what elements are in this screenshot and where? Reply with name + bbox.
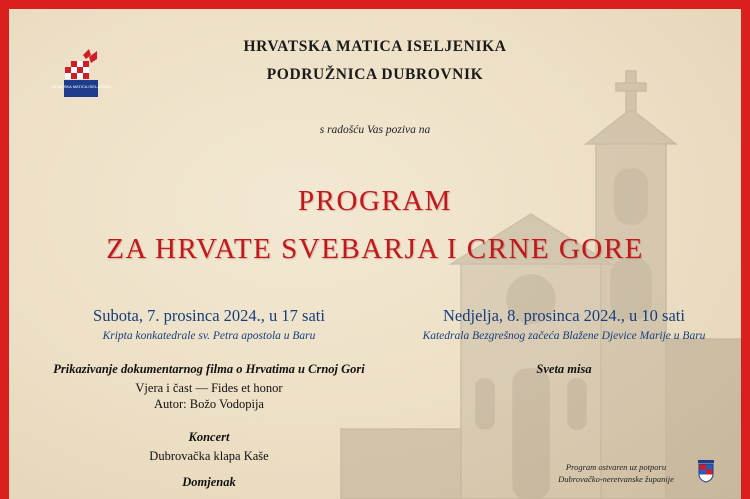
logo-text: HRVATSKA MATICA ISELJENIKA — [50, 84, 112, 89]
program-subtitle: ZA HRVATE SVEBARJA I CRNE GORE — [106, 233, 644, 265]
org-branch: PODRUŽNICA DUBROVNIK — [266, 66, 484, 83]
day1-concert-title: Koncert — [188, 430, 230, 444]
day1-film-name: Vjera i čast — Fides et honor — [135, 381, 283, 395]
day1-film-title: Prikazivanje dokumentarnog filma o Hrvatima u Crnoj Gori — [53, 362, 365, 376]
org-name: HRVATSKA MATICA ISELJENIKA — [243, 38, 507, 55]
day2-date: Nedjelja, 8. prosinca 2024., u 10 sati — [443, 306, 685, 325]
support-note — [526, 461, 706, 485]
day1-date: Subota, 7. prosinca 2024., u 17 sati — [93, 306, 325, 325]
coat-of-arms-icon — [698, 460, 714, 482]
day1-venue: Kripta konkatedrale sv. Petra apostola u Baru — [102, 330, 316, 342]
day2-mass: Sveta misa — [536, 362, 592, 376]
invitation-card — [9, 9, 741, 499]
day1-concert-name: Dubrovačka klapa Kaše — [149, 449, 269, 463]
support-line1: Program ostvaren uz potporu — [565, 462, 667, 472]
day2-venue: Katedrala Bezgrešnog začeća Blažene Djevice Marije u Baru — [422, 330, 706, 342]
day1-reception: Domjenak — [182, 475, 236, 489]
invite-text: s radošću Vas poziva na — [319, 124, 431, 136]
day1-film-author: Autor: Božo Vodopija — [154, 397, 264, 411]
support-line2: Dubrovačko-neretvanske županije — [558, 474, 674, 484]
program-title: PROGRAM — [298, 185, 452, 217]
